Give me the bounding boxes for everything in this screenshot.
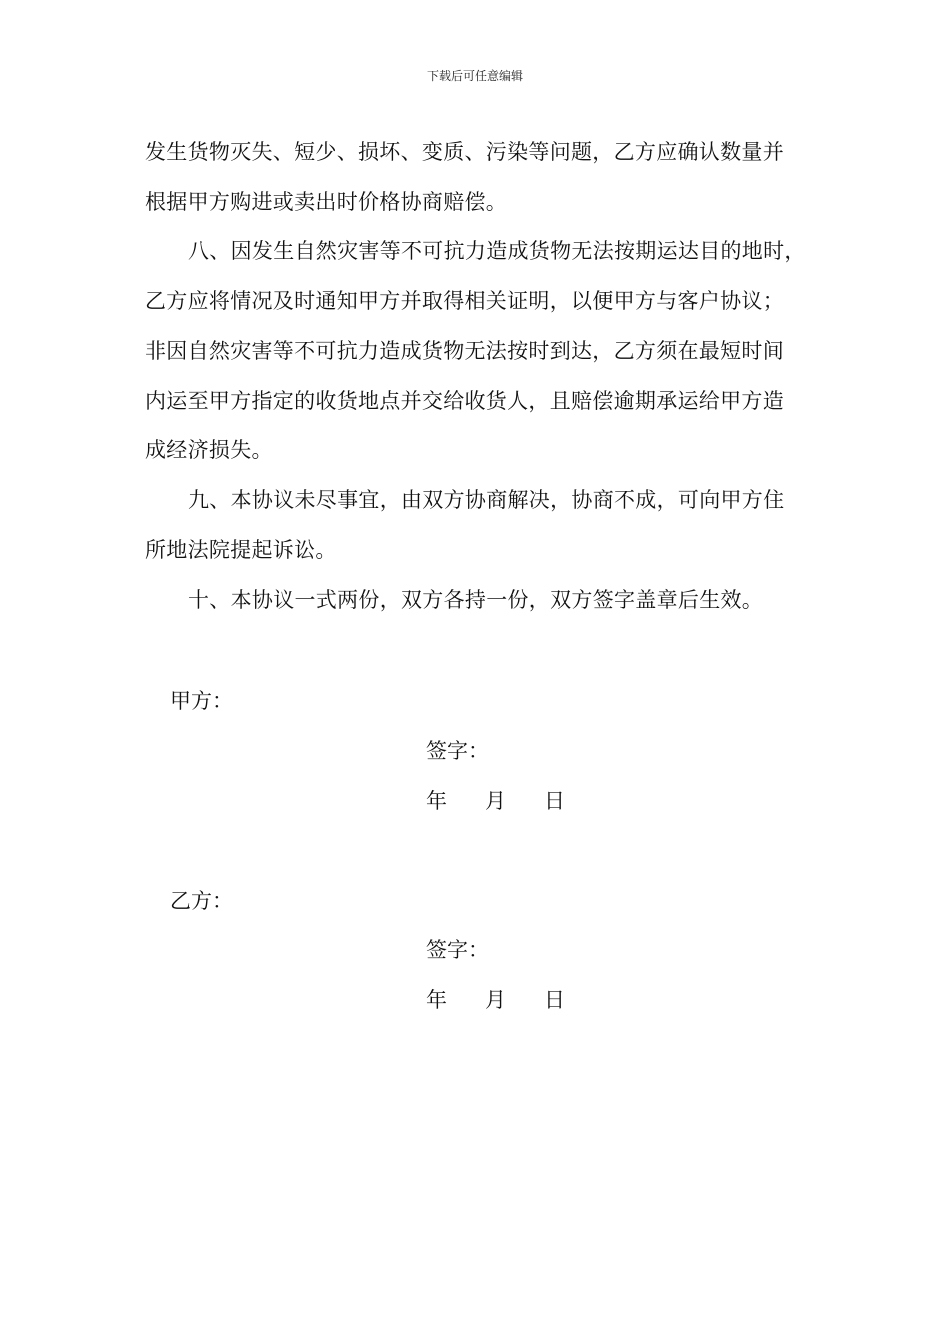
party-a-sign-label: 签字： <box>426 739 489 763</box>
month-label: 月 <box>485 789 506 813</box>
body-line: 根据甲方购进或卖出时价格协商赔偿。 <box>145 190 508 214</box>
body-line: 所地法院提起诉讼。 <box>145 538 337 562</box>
party-b-date-row <box>426 984 565 1014</box>
day-label: 日 <box>544 789 565 813</box>
body-line: 非因自然灾害等不可抗力造成货物无法按时到达，乙方须在最短时间 <box>145 339 784 363</box>
month-label: 月 <box>485 988 506 1012</box>
clause-nine-line: 九、本协议未尽事宜，由双方协商解决，协商不成，可向甲方住 <box>188 488 785 512</box>
year-label: 年 <box>426 988 447 1012</box>
body-line: 发生货物灭失、短少、损坏、变质、污染等问题，乙方应确认数量并 <box>145 140 784 164</box>
party-b-label: 乙方： <box>170 889 233 913</box>
party-a-label: 甲方： <box>170 689 233 713</box>
party-a-date-row <box>426 785 565 815</box>
header-note: 下载后可任意编辑 <box>426 69 523 83</box>
party-b-sign-label: 签字： <box>426 938 489 962</box>
clause-ten-line: 十、本协议一式两份，双方各持一份，双方签字盖章后生效。 <box>188 588 764 612</box>
body-line: 乙方应将情况及时通知甲方并取得相关证明，以便甲方与客户协议； <box>145 289 784 313</box>
day-label: 日 <box>544 988 565 1012</box>
body-line: 成经济损失。 <box>145 438 273 462</box>
clause-eight-line: 八、因发生自然灾害等不可抗力造成货物无法按期运达目的地时， <box>188 239 806 263</box>
year-label: 年 <box>426 789 447 813</box>
body-line: 内运至甲方指定的收货地点并交给收货人，且赔偿逾期承运给甲方造 <box>145 389 784 413</box>
